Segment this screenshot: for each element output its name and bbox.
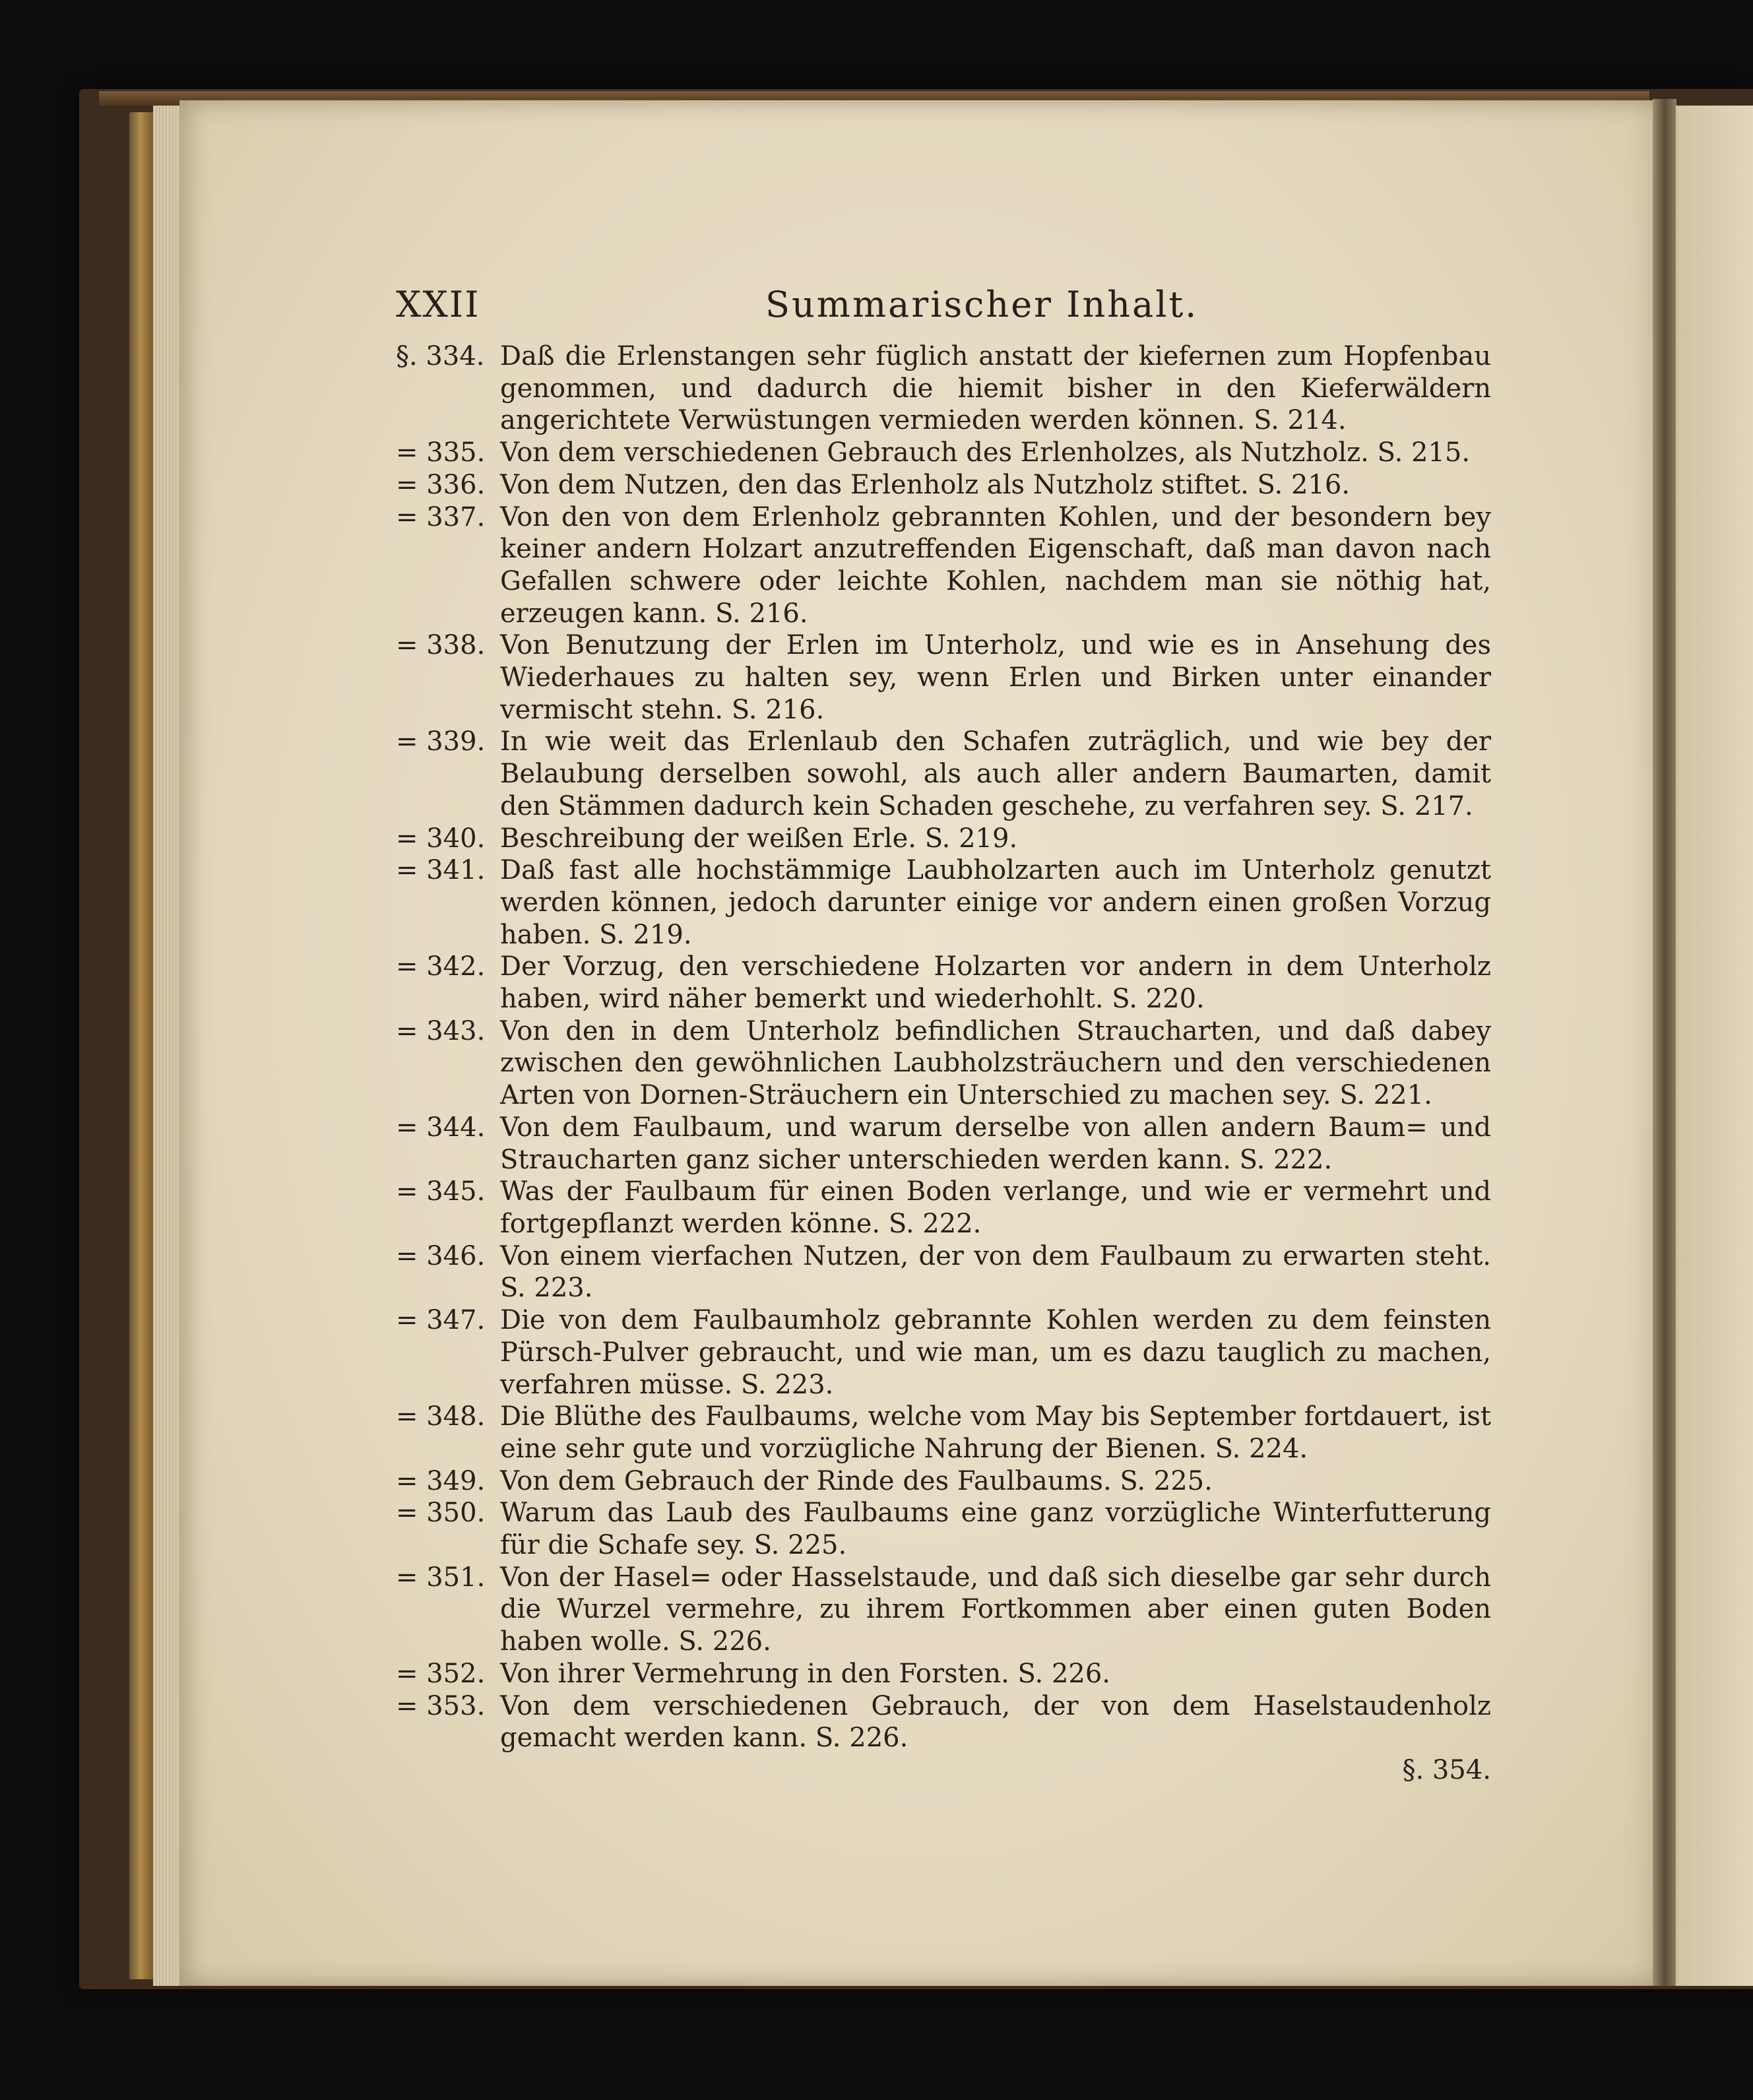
entry-text: Von einem vierfachen Nutzen, der von dem Faulbaum zu erwarten steht. S. 223. bbox=[500, 1240, 1491, 1304]
index-entry bbox=[396, 726, 1491, 822]
entry-text: Von dem Nutzen, den das Erlenholz als Nutzholz stiftet. S. 216. bbox=[500, 469, 1351, 500]
index-entry bbox=[396, 1465, 1491, 1498]
index-entry bbox=[396, 854, 1491, 951]
index-entry bbox=[396, 1562, 1491, 1658]
entry-text: Von der Hasel= oder Hasselstaude, und daß sich dieselbe gar sehr durch die Wurzel vermehre, zu ihrem Fortkommen aber einen guten Boden haben wolle. S. 226. bbox=[500, 1562, 1491, 1657]
entry-number: = 341. bbox=[396, 855, 486, 886]
index-entry bbox=[396, 501, 1491, 630]
entry-text: In wie weit das Erlenlaub den Schafen zuträglich, und wie bey der Belaubung derselben sowohl, als auch aller andern Baumarten, damit den Stämmen dadurch kein Schaden geschehe, zu verfahren sey. S. 217. bbox=[500, 726, 1491, 821]
entry-text: Von dem verschiedenen Gebrauch, der von dem Haselstaudenholz gemacht werden kann. S. 226. bbox=[500, 1690, 1491, 1754]
entry-number: = 346. bbox=[396, 1240, 486, 1271]
book-gutter bbox=[1653, 99, 1676, 1986]
index-entry bbox=[396, 340, 1491, 437]
index-entry bbox=[396, 1658, 1491, 1690]
index-entry bbox=[396, 1176, 1491, 1240]
entry-list bbox=[396, 340, 1491, 1754]
index-entry bbox=[396, 437, 1491, 469]
entry-number: = 349. bbox=[396, 1465, 486, 1496]
index-entry bbox=[396, 1690, 1491, 1754]
index-entry bbox=[396, 1401, 1491, 1465]
entry-number: = 339. bbox=[396, 726, 486, 757]
entry-text: Der Vorzug, den verschiedene Holzarten vor andern in dem Unterholz haben, wird näher bemerkt und wiederhohlt. S. 220. bbox=[500, 951, 1491, 1015]
catchword: §. 354. bbox=[1402, 1754, 1491, 1785]
entry-text: Von ihrer Vermehrung in den Forsten. S. 226. bbox=[500, 1658, 1111, 1689]
entry-number: = 337. bbox=[396, 501, 486, 532]
entry-text: Von dem verschiedenen Gebrauch des Erlenholzes, als Nutzholz. S. 215. bbox=[500, 437, 1471, 468]
entry-text: Daß die Erlenstangen sehr füglich anstatt der kiefernen zum Hopfenbau genommen, und dadurch die hiemit bisher in den Kieferwäldern angerichtete Verwüstungen vermieden werden können. S. 214. bbox=[500, 341, 1491, 436]
entry-text: Von Benutzung der Erlen im Unterholz, und wie es in Ansehung des Wiederhaues zu halten sey, wenn Erlen und Birken unter einander vermischt stehn. S. 216. bbox=[500, 630, 1491, 725]
index-entry bbox=[396, 469, 1491, 501]
entry-text: Was der Faulbaum für einen Boden verlange, und wie er vermehrt und fortgepflanzt werden könne. S. 222. bbox=[500, 1176, 1491, 1239]
entry-number: = 342. bbox=[396, 951, 486, 982]
facing-page-edge bbox=[1676, 106, 1753, 1986]
index-entry bbox=[396, 1240, 1491, 1304]
entry-number: = 344. bbox=[396, 1112, 486, 1143]
entry-text: Von dem Gebrauch der Rinde des Faulbaums. S. 225. bbox=[500, 1465, 1213, 1496]
entry-number: = 340. bbox=[396, 823, 486, 854]
running-title: Summarischer Inhalt. bbox=[765, 284, 1199, 325]
index-entry bbox=[396, 1497, 1491, 1561]
entry-number: = 345. bbox=[396, 1176, 486, 1207]
entry-text: Von den von dem Erlenholz gebrannten Kohlen, und der besondern bey keiner andern Holzart anzutreffenden Eigenschaft, daß man davon nach Gefallen schwere oder leichte Kohlen, nachdem man sie nöthig hat, erzeugen kann. S. 216. bbox=[500, 501, 1491, 629]
entry-number: = 338. bbox=[396, 630, 486, 661]
index-entry bbox=[396, 1112, 1491, 1176]
entry-text: Von den in dem Unterholz befindlichen Straucharten, und daß dabey zwischen den gewöhnlichen Laubholzsträuchern und den verschiedenen Arten von Dornen-Sträuchern ein Unterschied zu machen sey. S. 221. bbox=[500, 1015, 1491, 1111]
entry-number: = 336. bbox=[396, 469, 486, 500]
entry-number: = 351. bbox=[396, 1562, 486, 1593]
running-header bbox=[396, 284, 1491, 340]
entry-number: = 343. bbox=[396, 1015, 486, 1046]
index-entry bbox=[396, 951, 1491, 1015]
entry-number: = 353. bbox=[396, 1690, 486, 1721]
page-content bbox=[396, 284, 1491, 1785]
entry-number: = 347. bbox=[396, 1305, 486, 1336]
entry-number: = 348. bbox=[396, 1401, 486, 1432]
entry-number: = 352. bbox=[396, 1658, 486, 1689]
entry-text: Daß fast alle hochstämmige Laubholzarten auch im Unterholz genutzt werden können, jedoch darunter einige vor andern einen großen Vorzug haben. S. 219. bbox=[500, 855, 1491, 950]
entry-text: Die Blüthe des Faulbaums, welche vom May bis September fortdauert, ist eine sehr gute und vorzügliche Nahrung der Bienen. S. 224. bbox=[500, 1401, 1491, 1464]
index-entry bbox=[396, 1304, 1491, 1401]
entry-number: §. 334. bbox=[396, 341, 485, 371]
index-entry bbox=[396, 823, 1491, 855]
entry-text: Die von dem Faulbaumholz gebrannte Kohlen werden zu dem feinsten Pürsch-Pulver gebraucht, und wie man, um es dazu tauglich zu machen, verfahren müsse. S. 223. bbox=[500, 1305, 1491, 1400]
entry-text: Von dem Faulbaum, und warum derselbe von allen andern Baum= und Straucharten ganz sicher unterschieden werden kann. S. 222. bbox=[500, 1112, 1491, 1175]
entry-number: = 335. bbox=[396, 437, 486, 468]
index-entry bbox=[396, 1015, 1491, 1112]
entry-text: Warum das Laub des Faulbaums eine ganz vorzügliche Winterfutterung für die Schafe sey. S. 225. bbox=[500, 1498, 1491, 1561]
entry-text: Beschreibung der weißen Erle. S. 219. bbox=[500, 823, 1018, 854]
entry-number: = 350. bbox=[396, 1498, 486, 1529]
page-number: XXII bbox=[396, 284, 480, 325]
index-entry bbox=[396, 629, 1491, 726]
